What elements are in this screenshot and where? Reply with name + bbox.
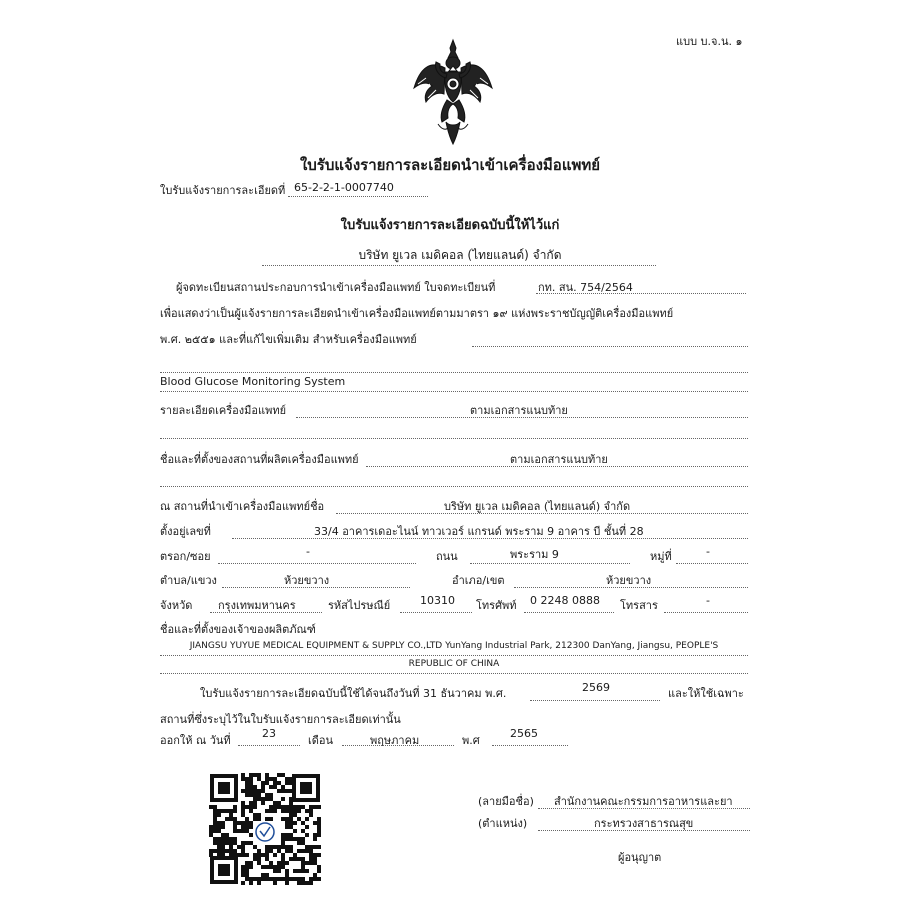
import-place-value: บริษัท ยูเวล เมดิคอล (ไทยแลนด์) จำกัด (444, 500, 631, 513)
province-label: จังหวัด (160, 599, 193, 612)
garuda-emblem (412, 38, 494, 146)
import-place-label: ณ สถานที่นำเข้าเครื่องมือแพทย์ชื่อ (160, 500, 325, 513)
issued-year: 2565 (510, 727, 538, 740)
validity-prefix: ใบรับแจ้งรายการละเอียดฉบับนี้ใช้ได้จนถึงวันที่ 31 ธันวาคม พ.ศ. (200, 687, 507, 700)
dotted-line (676, 563, 748, 564)
device-detail-label: รายละเอียดเครื่องมือแพทย์ (160, 404, 287, 417)
district-value: ห้วยขวาง (606, 574, 652, 587)
dotted-line (336, 513, 748, 514)
dotted-line (262, 265, 656, 266)
dotted-line (222, 587, 410, 588)
dotted-line (472, 346, 748, 347)
owner-label: ชื่อและที่ตั้งของเจ้าของผลิตภัณฑ์ (160, 623, 316, 636)
subdistrict-label: ตำบล/แขวง (160, 574, 217, 587)
phone-value: 0 2248 0888 (530, 594, 600, 607)
district-label: อำเภอ/เขต (452, 574, 505, 587)
dotted-line (470, 563, 630, 564)
manufacturer-site-label: ชื่อและที่ตั้งของสถานที่ผลิตเครื่องมือแพทย์ (160, 453, 359, 466)
dotted-line (296, 417, 748, 418)
postcode-label: รหัสไปรษณีย์ (328, 599, 391, 612)
company-name: บริษัท ยูเวล เมดิคอล (ไทยแลนด์) จำกัด (358, 248, 562, 262)
province-value: กรุงเทพมหานคร (218, 599, 296, 612)
validity-year: 2569 (582, 681, 610, 694)
dotted-line (536, 293, 746, 294)
dotted-line (218, 563, 416, 564)
form-code: แบบ บ.จ.น. ๑ (676, 35, 743, 48)
road-value: พระราม 9 (510, 548, 559, 561)
document-title: ใบรับแจ้งรายการละเอียดนำเข้าเครื่องมือแพทย์ (299, 156, 601, 174)
dotted-line (160, 372, 748, 373)
receipt-no-label: ใบรับแจ้งรายการละเอียดที่ (160, 184, 286, 197)
dotted-line (288, 196, 428, 197)
purpose-line-1: เพื่อแสดงว่าเป็นผู้แจ้งรายการละเอียดนำเข้าเครื่องมือแพทย์ตามมาตรา ๑๙ แห่งพระราชบัญญัติเครื่องมือแพทย์ (160, 307, 674, 320)
dotted-line (160, 486, 748, 487)
fax-value: - (706, 594, 710, 607)
dotted-line (210, 612, 322, 613)
dotted-line (160, 673, 748, 674)
dotted-line (366, 466, 748, 467)
moo-label: หมู่ที่ (650, 550, 672, 563)
dotted-line (492, 745, 568, 746)
dotted-line (400, 612, 472, 613)
validity-suffix: และให้ใช้เฉพาะ (668, 687, 744, 700)
dotted-line (530, 700, 660, 701)
device-name: Blood Glucose Monitoring System (160, 375, 346, 388)
dotted-line (524, 612, 614, 613)
owner-line-2: REPUBLIC OF CHINA (408, 659, 500, 669)
signature-role: ผู้อนุญาต (618, 851, 662, 864)
dotted-line (238, 745, 300, 746)
phone-label: โทรศัพท์ (476, 599, 517, 612)
address-value: 33/4 อาคารเดอะไนน์ ทาวเวอร์ แกรนด์ พระราม 9 อาคาร บี ชั้นที่ 28 (314, 525, 644, 538)
issued-month-label: เดือน (308, 734, 334, 747)
subdistrict-value: ห้วยขวาง (284, 574, 330, 587)
issued-day: 23 (262, 727, 276, 740)
postcode-value: 10310 (420, 594, 455, 607)
issued-label: ออกให้ ณ วันที่ (160, 734, 231, 747)
issued-year-label: พ.ศ (462, 734, 480, 747)
soi-label: ตรอก/ซอย (160, 550, 211, 563)
dotted-line (342, 745, 454, 746)
moo-value: - (706, 545, 710, 558)
dotted-line (232, 538, 748, 539)
dotted-line (160, 655, 748, 656)
fax-label: โทรสาร (620, 599, 658, 612)
license-label: ผู้จดทะเบียนสถานประกอบการนำเข้าเครื่องมือแพทย์ ใบจดทะเบียนที่ (176, 281, 496, 294)
signature-name-label: (ลายมือชื่อ) (478, 795, 534, 808)
device-detail-value: ตามเอกสารแนบท้าย (470, 404, 568, 417)
qr-code (208, 772, 322, 886)
manufacturer-site-value: ตามเอกสารแนบท้าย (510, 453, 608, 466)
receipt-no-value: 65-2-2-1-0007740 (294, 181, 394, 194)
signature-position: กระทรวงสาธารณสุข (594, 817, 694, 830)
signature-position-label: (ตำแหน่ง) (478, 817, 528, 830)
license-value: กท. สน. 754/2564 (538, 281, 633, 294)
purpose-line-2: พ.ศ. ๒๕๕๑ และที่แก้ไขเพิ่มเติม สำหรับเครื่องมือแพทย์ (160, 333, 417, 346)
road-label: ถนน (436, 550, 458, 563)
signature-name: สำนักงานคณะกรรมการอาหารและยา (554, 795, 733, 808)
validity-line-2: สถานที่ซึ่งระบุไว้ในใบรับแจ้งรายการละเอียดเท่านั้น (160, 713, 401, 726)
dotted-line (538, 830, 750, 831)
address-label: ตั้งอยู่เลขที่ (160, 525, 211, 538)
dotted-line (664, 612, 748, 613)
dotted-line (538, 808, 750, 809)
soi-value: - (306, 545, 310, 558)
owner-line-1: JIANGSU YUYUE MEDICAL EQUIPMENT & SUPPLY CO.,LTD YunYang Industrial Park, 212300 DanYang, Jiangsu, PEOPLE'S (189, 641, 719, 651)
dotted-line (160, 391, 748, 392)
dotted-line (160, 438, 748, 439)
dotted-line (514, 587, 748, 588)
issued-month: พฤษภาคม (370, 734, 420, 747)
issued-to-heading: ใบรับแจ้งรายการละเอียดฉบับนี้ให้ไว้แก่ (340, 218, 560, 233)
